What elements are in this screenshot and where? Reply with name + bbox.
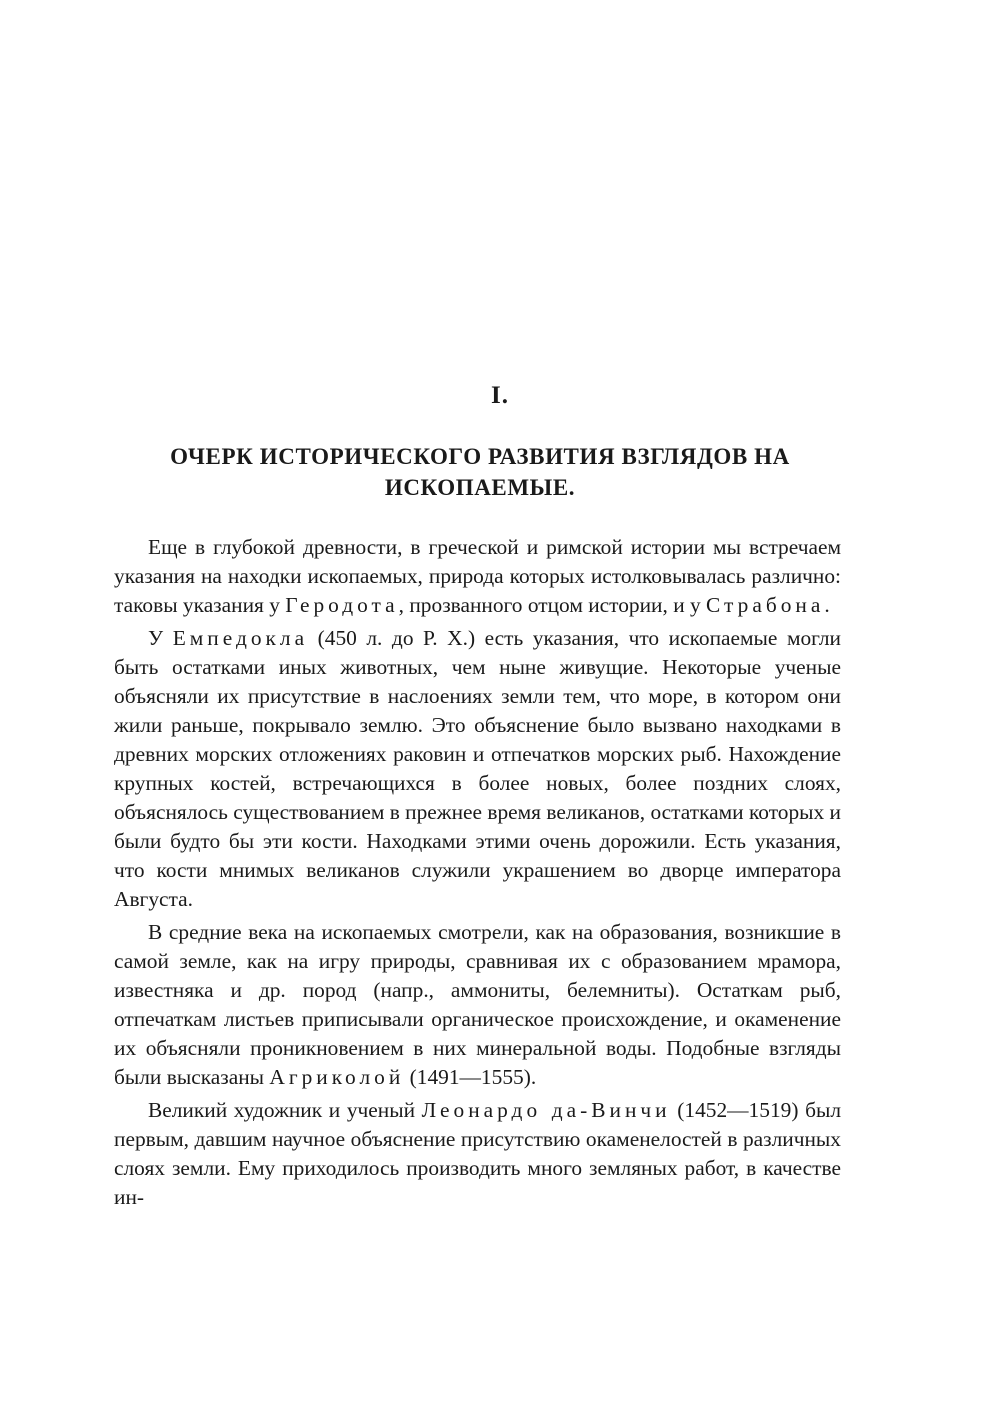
paragraph-1 <box>114 533 841 620</box>
paragraph-2-text-a: У <box>148 626 173 650</box>
paragraph-2 <box>114 624 841 914</box>
paragraph-2-text-b: (450 л. до Р. Х.) есть указания, что ископаемые могли быть остатками иных животных, чем ныне живущие. Некоторые ученые объясняли их присутствие в наслоениях земли тем, что море, в котором они жили раньше, покрывало землю. Это объяснение было вызвано находками в древних морских отложениях раковин и отпечатков морских рыб. Нахождение крупных костей, встречающихся в более новых, более поздних слоях, объяснялось существованием в прежнее время великанов, остатками которых и были будто бы эти кости. Находками этими очень дорожили. Есть указания, что кости мнимых великанов служили украшением во дворце императора Августа. <box>114 626 842 911</box>
name-leonardo: Леонардо да-Винчи <box>421 1098 671 1122</box>
paragraph-1-text-b: , прозванного отцом истории, и у <box>398 593 707 617</box>
paragraph-3 <box>114 918 841 1092</box>
paragraph-4 <box>114 1096 841 1212</box>
paragraph-3-text-a: В средние века на ископаемых смотрели, как на образования, возникшие в самой земле, как на игру природы, сравнивая их с образованием мрамора, известняка и др. пород (напр., аммониты, белемниты). Остаткам рыб, отпечаткам листьев приписывали органическое происхождение, и окаменение их объясняли проникновением в них минеральной воды. Подобные взгляды были высказаны <box>114 920 841 1089</box>
paragraph-4-text-b: (1452—1519) был первым, давшим научное объяснение присутствию окаменелостей в различных слоях земли. Ему приходилось производить много земляных работ, в качестве ин- <box>114 1098 842 1209</box>
name-strabon: Страбона <box>706 593 825 617</box>
name-empedokl: Емпедокла <box>172 626 309 650</box>
chapter-body <box>114 533 841 1216</box>
paragraph-1-text-a: Еще в глубокой древности, в греческой и римской истории мы встречаем указания на находки ископаемых, природа которых истолковывалась различно: таковы указания у <box>114 535 841 617</box>
name-herodot: Геродота <box>285 593 399 617</box>
name-agrikola: Агриколой <box>269 1065 405 1089</box>
chapter-title: ОЧЕРК ИСТОРИЧЕСКОГО РАЗВИТИЯ ВЗГЛЯДОВ НА ИСКОПАЕМЫЕ. <box>170 444 790 500</box>
chapter-number: I. <box>491 382 509 409</box>
paragraph-1-text-c: . <box>824 593 830 617</box>
paragraph-3-text-b: (1491—1555). <box>404 1065 537 1089</box>
paragraph-4-text-a: Великий художник и ученый <box>148 1098 422 1122</box>
